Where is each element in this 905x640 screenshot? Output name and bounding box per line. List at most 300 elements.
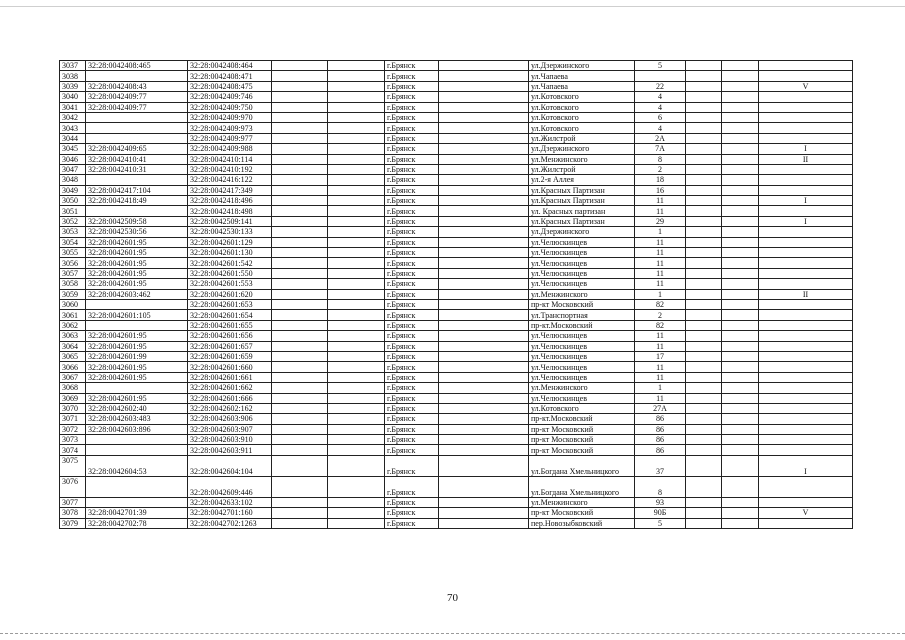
cell-empty [439,455,529,476]
cell-street: ул.Челюскинцев [529,341,635,351]
cell-empty [722,414,759,424]
cell-empty [722,227,759,237]
cell-street: ул.Чапаева [529,81,635,91]
cell-empty [722,102,759,112]
cell-city: г.Брянск [385,383,439,393]
cell-empty [686,237,722,247]
cell-empty [686,403,722,413]
cell-empty [328,144,385,154]
cell-empty [272,248,328,258]
cell-house-number: 18 [635,175,686,185]
cell-building-cadastral-number: 32:28:0042409:977 [188,133,272,143]
cell-mark [759,268,853,278]
cell-record-number: 3050 [60,196,86,206]
table-row [60,71,853,81]
cell-city: г.Брянск [385,372,439,382]
cell-mark [759,362,853,372]
cell-empty [686,299,722,309]
cell-empty [722,258,759,268]
table-row [60,268,853,278]
cell-empty [439,248,529,258]
cell-empty [686,164,722,174]
cell-record-number: 3051 [60,206,86,216]
cell-record-number: 3053 [60,227,86,237]
cell-empty [272,196,328,206]
cell-mark [759,341,853,351]
cell-street: ул. Красных партизан [529,206,635,216]
table-row [60,102,853,112]
cell-empty [686,175,722,185]
cell-parcel-cadastral-number: 32:28:0042418:49 [86,196,188,206]
cell-city: г.Брянск [385,175,439,185]
cell-city: г.Брянск [385,403,439,413]
cell-mark [759,112,853,122]
cell-street: ул.Челюскинцев [529,268,635,278]
cell-empty [439,372,529,382]
cell-parcel-cadastral-number: 32:28:0042602:40 [86,403,188,413]
cell-city: г.Брянск [385,61,439,71]
cell-empty [722,81,759,91]
cell-record-number: 3077 [60,497,86,507]
cell-record-number: 3045 [60,144,86,154]
cell-record-number: 3039 [60,81,86,91]
cell-empty [328,414,385,424]
cell-empty [686,268,722,278]
cell-mark [759,237,853,247]
top-edge-line [0,6,905,7]
cell-empty [722,299,759,309]
cell-parcel-cadastral-number [86,497,188,507]
cell-empty [722,268,759,278]
cell-record-number: 3037 [60,61,86,71]
cell-building-cadastral-number: 32:28:0042601:130 [188,248,272,258]
cell-street: пр-кт Московский [529,508,635,518]
cell-empty [439,237,529,247]
cell-record-number: 3048 [60,175,86,185]
cell-empty [722,445,759,455]
cell-empty [439,112,529,122]
cell-building-cadastral-number: 32:28:0042601:659 [188,351,272,361]
cell-city: г.Брянск [385,518,439,528]
cell-street: ул.Челюскинцев [529,248,635,258]
cell-record-number: 3068 [60,383,86,393]
cell-building-cadastral-number: 32:28:0042701:160 [188,508,272,518]
cell-street: ул.Менжинского [529,154,635,164]
cell-building-cadastral-number: 32:28:0042601:662 [188,383,272,393]
cell-building-cadastral-number: 32:28:0042702:1263 [188,518,272,528]
cell-record-number: 3061 [60,310,86,320]
cell-building-cadastral-number: 32:28:0042409:746 [188,92,272,102]
cell-parcel-cadastral-number [86,435,188,445]
cell-parcel-cadastral-number [86,299,188,309]
cell-city: г.Брянск [385,299,439,309]
cell-city: г.Брянск [385,92,439,102]
cell-empty [439,133,529,143]
cell-parcel-cadastral-number: 32:28:0042408:43 [86,81,188,91]
cell-empty [439,320,529,330]
cell-house-number: 8 [635,154,686,164]
cell-city: г.Брянск [385,320,439,330]
cell-empty [439,362,529,372]
cell-empty [328,445,385,455]
cell-mark [759,383,853,393]
cell-empty [272,164,328,174]
cell-empty [722,497,759,507]
cell-house-number: 86 [635,414,686,424]
cell-empty [272,258,328,268]
cell-building-cadastral-number: 32:28:0042409:750 [188,102,272,112]
cell-empty [272,372,328,382]
cell-empty [686,289,722,299]
cell-empty [686,102,722,112]
cell-mark [759,393,853,403]
cell-empty [328,237,385,247]
cell-empty [272,455,328,476]
cell-house-number: 1 [635,289,686,299]
cell-city: г.Брянск [385,455,439,476]
cell-empty [328,164,385,174]
cell-city: г.Брянск [385,81,439,91]
cell-empty [686,362,722,372]
cell-parcel-cadastral-number: 32:28:0042604:53 [86,455,188,476]
cell-empty [439,123,529,133]
cell-building-cadastral-number: 32:28:0042601:654 [188,310,272,320]
cell-empty [272,154,328,164]
cell-empty [272,414,328,424]
cell-house-number [635,71,686,81]
cell-street: пр-кт Московский [529,424,635,434]
cell-empty [272,216,328,226]
table-row [60,133,853,143]
cell-city: г.Брянск [385,237,439,247]
cell-empty [328,383,385,393]
cell-empty [272,445,328,455]
cell-empty [328,372,385,382]
cell-building-cadastral-number: 32:28:0042601:655 [188,320,272,330]
cell-empty [439,164,529,174]
cell-building-cadastral-number: 32:28:0042417:349 [188,185,272,195]
table-row [60,351,853,361]
cell-empty [722,61,759,71]
cell-parcel-cadastral-number: 32:28:0042601:95 [86,258,188,268]
cell-building-cadastral-number: 32:28:0042603:911 [188,445,272,455]
cell-empty [272,508,328,518]
cell-empty [686,227,722,237]
cell-empty [328,341,385,351]
cell-street: ул.Менжинского [529,383,635,393]
cell-empty [439,445,529,455]
cell-empty [686,216,722,226]
cell-building-cadastral-number: 32:28:0042601:129 [188,237,272,247]
cell-empty [722,248,759,258]
cell-mark [759,102,853,112]
cell-record-number: 3062 [60,320,86,330]
cell-empty [439,299,529,309]
cell-record-number: 3073 [60,435,86,445]
table-row [60,216,853,226]
cell-street: ул.Котовского [529,112,635,122]
cell-house-number: 11 [635,393,686,403]
cell-record-number: 3071 [60,414,86,424]
cell-record-number: 3075 [60,455,86,476]
cell-record-number: 3063 [60,331,86,341]
cell-record-number: 3072 [60,424,86,434]
cell-empty [439,497,529,507]
cell-building-cadastral-number: 32:28:0042408:464 [188,61,272,71]
cell-record-number: 3038 [60,71,86,81]
cell-mark [759,92,853,102]
cell-empty [439,289,529,299]
cell-empty [439,383,529,393]
cell-mark [759,424,853,434]
cell-empty [272,185,328,195]
cell-record-number: 3043 [60,123,86,133]
cell-empty [439,414,529,424]
cell-city: г.Брянск [385,476,439,497]
table-row [60,144,853,154]
cell-street: ул.Чапаева [529,71,635,81]
table-row [60,424,853,434]
cell-parcel-cadastral-number: 32:28:0042601:99 [86,351,188,361]
cell-mark [759,403,853,413]
cell-empty [328,81,385,91]
table-row [60,518,853,528]
cell-mark [759,476,853,497]
cell-building-cadastral-number: 32:28:0042601:542 [188,258,272,268]
cell-empty [328,102,385,112]
cell-city: г.Брянск [385,289,439,299]
cell-building-cadastral-number: 32:28:0042601:550 [188,268,272,278]
cell-parcel-cadastral-number: 32:28:0042509:58 [86,216,188,226]
cell-street: ул.Челюскинцев [529,279,635,289]
cell-mark [759,435,853,445]
cell-empty [686,258,722,268]
cell-building-cadastral-number: 32:28:0042603:910 [188,435,272,445]
cell-house-number: 93 [635,497,686,507]
cell-empty [686,279,722,289]
cell-street: ул.Челюскинцев [529,362,635,372]
cell-empty [328,175,385,185]
cell-empty [439,435,529,445]
cell-parcel-cadastral-number: 32:28:0042410:41 [86,154,188,164]
cell-record-number: 3069 [60,393,86,403]
cell-empty [328,393,385,403]
cell-mark [759,164,853,174]
cell-record-number: 3065 [60,351,86,361]
table-row [60,164,853,174]
table-row [60,154,853,164]
cell-city: г.Брянск [385,497,439,507]
cell-building-cadastral-number: 32:28:0042601:653 [188,299,272,309]
cell-empty [686,206,722,216]
cell-empty [686,497,722,507]
cell-record-number: 3067 [60,372,86,382]
cell-parcel-cadastral-number: 32:28:0042601:95 [86,248,188,258]
register-table-body [60,61,853,529]
cell-empty [722,164,759,174]
cell-mark [759,123,853,133]
cell-record-number: 3079 [60,518,86,528]
cell-street: ул.Челюскинцев [529,351,635,361]
cell-parcel-cadastral-number [86,112,188,122]
cell-building-cadastral-number: 32:28:0042509:141 [188,216,272,226]
cell-street: ул.Красных Партизан [529,216,635,226]
cell-record-number: 3055 [60,248,86,258]
cell-empty [272,92,328,102]
cell-empty [722,154,759,164]
table-row [60,362,853,372]
cell-empty [686,445,722,455]
cell-empty [328,206,385,216]
cell-parcel-cadastral-number: 32:28:0042601:95 [86,393,188,403]
cell-building-cadastral-number: 32:28:0042601:666 [188,393,272,403]
cell-empty [272,144,328,154]
cell-empty [439,508,529,518]
cell-empty [272,299,328,309]
table-row [60,497,853,507]
cell-empty [439,351,529,361]
cell-empty [328,424,385,434]
cell-empty [272,102,328,112]
cell-street: ул.Челюскинцев [529,258,635,268]
table-row [60,508,853,518]
cell-mark: I [759,196,853,206]
cell-record-number: 3049 [60,185,86,195]
table-row [60,206,853,216]
cell-empty [722,403,759,413]
cell-empty [686,144,722,154]
cell-empty [686,393,722,403]
cell-house-number: 2 [635,164,686,174]
cell-empty [722,289,759,299]
cell-city: г.Брянск [385,102,439,112]
cell-empty [272,362,328,372]
cell-empty [328,508,385,518]
cell-empty [722,476,759,497]
cell-house-number: 11 [635,196,686,206]
cell-city: г.Брянск [385,216,439,226]
cell-parcel-cadastral-number [86,445,188,455]
cell-house-number: 11 [635,372,686,382]
cell-city: г.Брянск [385,258,439,268]
cell-street: ул.Дзержинского [529,227,635,237]
cell-mark [759,445,853,455]
cell-empty [272,175,328,185]
cell-empty [439,154,529,164]
cell-empty [328,455,385,476]
cell-empty [439,476,529,497]
table-row [60,196,853,206]
cell-empty [272,227,328,237]
cell-empty [722,112,759,122]
cell-street: ул.Котовского [529,102,635,112]
table-row [60,92,853,102]
table-row [60,435,853,445]
cell-city: г.Брянск [385,445,439,455]
cell-empty [722,123,759,133]
cell-city: г.Брянск [385,123,439,133]
cell-house-number: 22 [635,81,686,91]
cell-empty [272,393,328,403]
cell-empty [439,403,529,413]
cell-house-number: 11 [635,248,686,258]
table-row [60,393,853,403]
cell-empty [722,320,759,330]
cell-mark: I [759,144,853,154]
cell-empty [439,92,529,102]
cell-empty [328,320,385,330]
cell-empty [328,216,385,226]
table-row [60,258,853,268]
table-row [60,383,853,393]
cell-house-number: 82 [635,299,686,309]
cell-empty [439,341,529,351]
cell-empty [439,424,529,434]
cell-parcel-cadastral-number: 32:28:0042601:95 [86,279,188,289]
cell-empty [272,351,328,361]
cell-street: пер.Новозыбковский [529,518,635,528]
cell-parcel-cadastral-number: 32:28:0042702:78 [86,518,188,528]
table-row [60,279,853,289]
cell-empty [439,227,529,237]
cell-parcel-cadastral-number [86,71,188,81]
cell-house-number: 11 [635,206,686,216]
cell-street: ул.2-я Аллея [529,175,635,185]
cell-street: ул.Челюскинцев [529,331,635,341]
table-row [60,175,853,185]
cell-building-cadastral-number: 32:28:0042409:973 [188,123,272,133]
cell-empty [272,206,328,216]
cell-empty [328,133,385,143]
cell-house-number: 86 [635,435,686,445]
cell-building-cadastral-number: 32:28:0042418:496 [188,196,272,206]
cell-empty [272,331,328,341]
table-row [60,455,853,476]
cell-mark: II [759,289,853,299]
cell-parcel-cadastral-number: 32:28:0042409:77 [86,92,188,102]
cell-parcel-cadastral-number [86,133,188,143]
cell-empty [722,279,759,289]
cell-empty [722,383,759,393]
cell-empty [272,279,328,289]
cell-mark [759,310,853,320]
bottom-edge-line [0,633,905,634]
cell-empty [272,61,328,71]
cell-parcel-cadastral-number: 32:28:0042530:56 [86,227,188,237]
cell-street: ул.Красных Партизан [529,196,635,206]
cell-building-cadastral-number: 32:28:0042408:471 [188,71,272,81]
cell-empty [722,424,759,434]
cell-house-number: 5 [635,61,686,71]
cell-empty [722,341,759,351]
cell-empty [439,102,529,112]
cell-empty [328,362,385,372]
table-row [60,476,853,497]
cell-empty [722,331,759,341]
cell-parcel-cadastral-number: 32:28:0042601:95 [86,372,188,382]
cell-empty [686,196,722,206]
cell-mark: V [759,81,853,91]
table-row [60,61,853,71]
cell-house-number: 16 [635,185,686,195]
cell-building-cadastral-number: 32:28:0042601:661 [188,372,272,382]
cell-mark [759,320,853,330]
cell-mark [759,299,853,309]
table-row [60,445,853,455]
cell-empty [272,289,328,299]
cell-empty [439,216,529,226]
cell-record-number: 3052 [60,216,86,226]
